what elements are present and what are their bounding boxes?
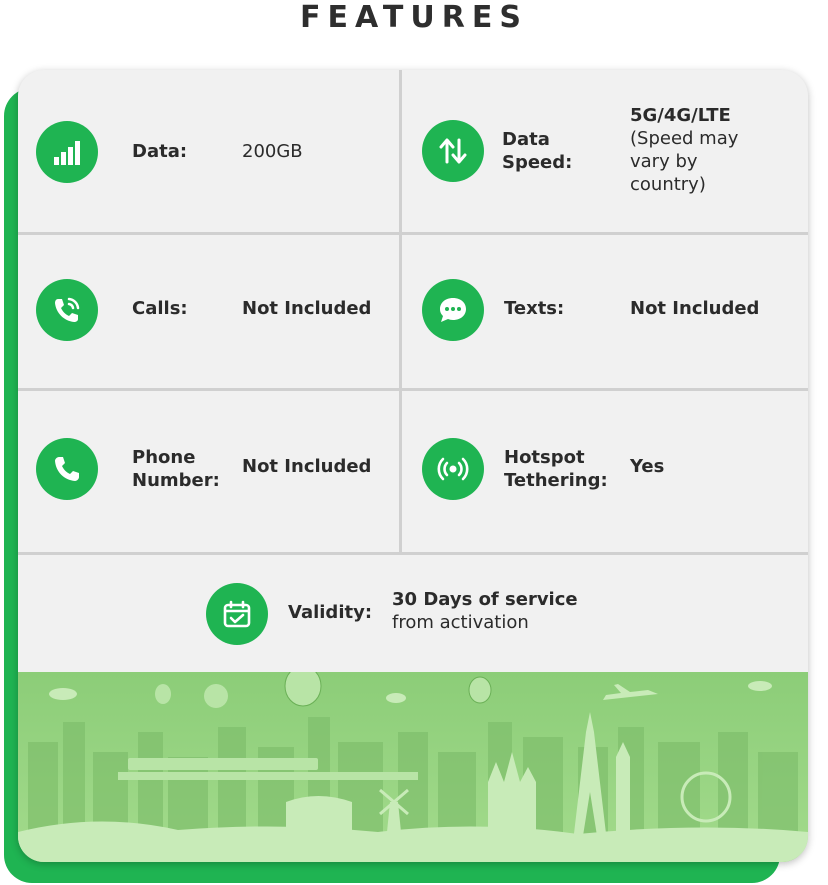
calendar-check-icon — [206, 583, 268, 645]
hotspot-icon — [422, 438, 484, 500]
feature-hotspot — [402, 391, 808, 552]
world-landmarks-skyline — [18, 672, 808, 862]
data-speed-network: 5G/4G/LTE — [630, 105, 731, 126]
data-value: 200GB — [242, 141, 303, 162]
page-title: FEATURES — [300, 0, 528, 35]
data-speed-note: (Speed may vary by country) — [630, 128, 739, 195]
data-label: Data: — [132, 141, 188, 162]
data-speed-value — [630, 104, 770, 196]
feature-phone-number — [18, 391, 399, 552]
feature-data-speed — [402, 70, 808, 232]
validity-label: Validity: — [288, 602, 373, 623]
feature-calls — [18, 235, 399, 388]
texts-value: Not Included — [630, 298, 760, 319]
validity-value — [392, 588, 578, 634]
features-card — [18, 70, 808, 862]
calls-label: Calls: — [132, 298, 188, 319]
phone-icon — [36, 438, 98, 500]
validity-duration: 30 Days of service — [392, 589, 578, 610]
hotspot-label: Hotspot Tethering: — [504, 447, 608, 491]
phone-number-value: Not Included — [242, 456, 372, 477]
hotspot-value: Yes — [630, 456, 665, 477]
phone-calling-icon — [36, 279, 98, 341]
chat-bubble-icon — [422, 279, 484, 341]
validity-note: from activation — [392, 612, 529, 633]
up-down-arrows-icon — [422, 120, 484, 182]
signal-bars-icon — [36, 121, 98, 183]
texts-label: Texts: — [504, 298, 565, 319]
calls-value: Not Included — [242, 298, 372, 319]
feature-validity — [18, 555, 808, 672]
feature-data — [18, 70, 399, 232]
feature-texts — [402, 235, 808, 388]
phone-number-label: Phone Number: — [132, 447, 220, 491]
data-speed-label: Data Speed: — [502, 129, 573, 173]
